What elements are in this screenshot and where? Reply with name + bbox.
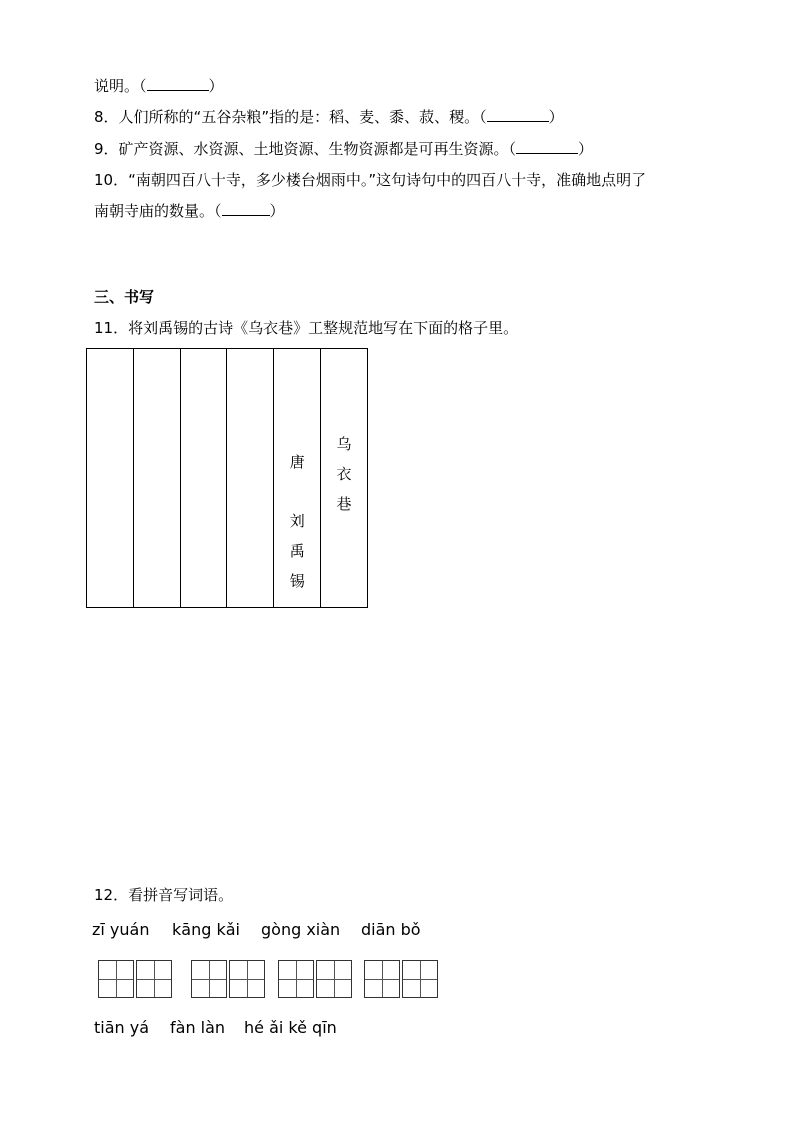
tian-zi-cell[interactable] <box>98 960 134 998</box>
title-char: 衣 <box>336 465 352 483</box>
question-text: 9．矿产资源、水资源、土地资源、生物资源都是可再生资源。（ <box>94 140 517 158</box>
question-10-cont <box>94 201 285 221</box>
grid-column-title[interactable] <box>321 349 367 607</box>
section-heading: 三、书写 <box>94 288 155 306</box>
question-8 <box>94 107 564 127</box>
text: ） <box>208 77 224 95</box>
pinyin-label: hé ǎi kě qīn <box>244 1018 337 1037</box>
answer-boxes <box>278 960 354 998</box>
author-char: 禹 <box>289 542 305 560</box>
question-10 <box>94 170 646 190</box>
answer-boxes <box>98 960 174 998</box>
text: ） <box>548 108 564 126</box>
question-text: 南朝寺庙的数量。（ <box>94 202 222 220</box>
answer-blank[interactable] <box>147 76 209 91</box>
grid-column[interactable] <box>227 349 274 607</box>
author-char: 锡 <box>289 572 305 590</box>
pinyin-label: gòng xiàn <box>261 920 341 939</box>
text: 说明。（ <box>94 77 147 95</box>
question-9 <box>94 139 593 159</box>
writing-grid <box>86 348 368 608</box>
question-text: 10．“南朝四百八十寺，多少楼台烟雨中。”这句诗句中的四百八十寺，准确地点明了 <box>94 171 647 189</box>
tian-zi-cell[interactable] <box>229 960 265 998</box>
question-text: 8．人们所称的“五谷杂粮”指的是：稻、麦、黍、菽、稷。（ <box>94 108 487 126</box>
answer-blank[interactable] <box>222 201 270 216</box>
grid-column-author[interactable] <box>274 349 321 607</box>
answer-boxes <box>191 960 267 998</box>
text: ） <box>578 140 594 158</box>
author-char: 刘 <box>289 512 305 530</box>
answer-boxes <box>364 960 440 998</box>
grid-column[interactable] <box>134 349 181 607</box>
pinyin-label: diān bǒ <box>361 920 421 939</box>
tian-zi-cell[interactable] <box>316 960 352 998</box>
tian-zi-cell[interactable] <box>191 960 227 998</box>
question-12: 12．看拼音写词语。 <box>94 886 234 904</box>
text: ） <box>269 202 285 220</box>
question-11: 11．将刘禹锡的古诗《乌衣巷》工整规范地写在下面的格子里。 <box>94 319 519 337</box>
pinyin-label: tiān yá <box>94 1018 150 1037</box>
grid-column[interactable] <box>87 349 134 607</box>
grid-column[interactable] <box>181 349 228 607</box>
answer-blank[interactable] <box>516 139 578 154</box>
answer-blank[interactable] <box>487 107 549 122</box>
tian-zi-cell[interactable] <box>402 960 438 998</box>
dynasty-char: 唐 <box>289 453 305 471</box>
tian-zi-cell[interactable] <box>364 960 400 998</box>
line-continuation <box>94 76 224 96</box>
tian-zi-cell[interactable] <box>278 960 314 998</box>
pinyin-label: zī yuán <box>92 920 150 939</box>
tian-zi-cell[interactable] <box>136 960 172 998</box>
pinyin-label: fàn làn <box>170 1018 226 1037</box>
title-char: 乌 <box>336 435 352 453</box>
pinyin-label: kāng kǎi <box>172 920 240 939</box>
title-char: 巷 <box>336 495 352 513</box>
